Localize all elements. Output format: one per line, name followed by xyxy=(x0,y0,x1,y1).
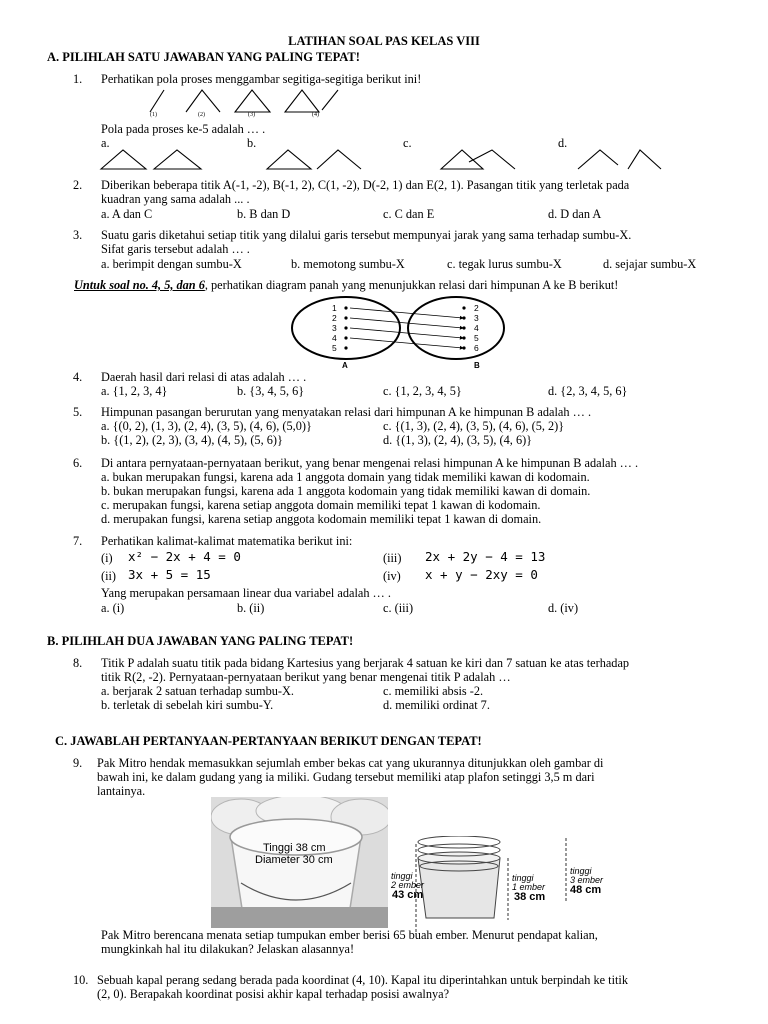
q7-label-iii: (iii) xyxy=(383,551,402,565)
q6-option-c[interactable]: c. merupakan fungsi, karena setiap anggota domain memiliki tepat 1 kawan di kodomain. xyxy=(101,498,541,512)
section-b-heading: B. PILIHLAH DUA JAWABAN YANG PALING TEPAT! xyxy=(47,634,354,648)
stack2-label-a: tinggi xyxy=(391,871,413,881)
q3-number: 3. xyxy=(73,228,83,242)
set-b-member: 2 xyxy=(474,303,479,313)
q1-question: Pola pada proses ke-5 adalah … . xyxy=(101,122,266,136)
stack1-value: 38 cm xyxy=(514,891,546,903)
q7-label-iv: (iv) xyxy=(383,569,401,583)
q6-text: Di antara pernyataan-pernyataan berikut, yang benar mengenai relasi himpunan A ke himpunan B adalah … . xyxy=(101,456,639,470)
set-b-member: 3 xyxy=(474,313,479,323)
q7-option-d[interactable]: d. (iv) xyxy=(548,601,579,615)
q2-option-c[interactable]: c. C dan E xyxy=(383,207,435,221)
q7-text: Perhatikan kalimat-kalimat matematika berikut ini: xyxy=(101,534,353,548)
q4-text: Daerah hasil dari relasi di atas adalah … . xyxy=(101,370,307,384)
fig-label-1: (1) xyxy=(150,112,157,118)
q4-option-a[interactable]: a. {1, 2, 3, 4} xyxy=(101,384,168,398)
stack2-label-b: 2 ember xyxy=(391,880,425,890)
set-b-member: 5 xyxy=(474,333,479,343)
section-c-heading: C. JAWABLAH PERTANYAAN-PERTANYAAN BERIKUT DENGAN TEPAT! xyxy=(55,734,482,748)
q6-number: 6. xyxy=(73,456,83,470)
q4-option-b[interactable]: b. {3, 4, 5, 6} xyxy=(237,384,305,398)
q7-expr-ii: 3x + 5 = 15 xyxy=(128,567,211,582)
q1-option-figures xyxy=(95,146,675,172)
fig-label-4: (4) xyxy=(312,112,319,118)
q1-text: Perhatikan pola proses menggambar segitiga-segitiga berikut ini! xyxy=(101,72,422,86)
stack2-value: 43 cm xyxy=(392,889,424,901)
set-a-member: 3 xyxy=(332,323,337,333)
q2-line1: Diberikan beberapa titik A(-1, -2), B(-1, 2), C(1, -2), D(-2, 1) dan E(2, 1). Pasangan titik yang terletak pada xyxy=(101,178,630,192)
q3-line1: Suatu garis diketahui setiap titik yang dilalui garis tersebut mempunyai jarak yang sama terhadap sumbu-X. xyxy=(101,228,632,242)
set-a-member: 2 xyxy=(332,313,337,323)
set-b-member: 6 xyxy=(474,343,479,353)
set-b-member: 4 xyxy=(474,323,479,333)
set-a-label: A xyxy=(342,361,348,370)
q10-number: 10. xyxy=(73,973,89,987)
q7-expr-iv: x + y − 2xy = 0 xyxy=(425,567,538,582)
set-a-member: 1 xyxy=(332,303,337,313)
q8-line1: Titik P adalah suatu titik pada bidang Kartesius yang berjarak 4 satuan ke kiri dan 7 satuan ke atas terhadap xyxy=(101,656,630,670)
q6-option-a[interactable]: a. bukan merupakan fungsi, karena ada 1 anggota domain yang tidak memiliki kawan di kodomain. xyxy=(101,470,590,484)
stack3-value: 48 cm xyxy=(570,884,602,896)
q9-number: 9. xyxy=(73,756,83,770)
set-a-member: 5 xyxy=(332,343,337,353)
q3-option-d[interactable]: d. sejajar sumbu-X xyxy=(603,257,697,271)
q1-option-d[interactable]: d. xyxy=(558,136,568,150)
q5-text: Himpunan pasangan berurutan yang menyatakan relasi dari himpunan A ke himpunan B adalah … . xyxy=(101,405,592,419)
q9-line3: lantainya. xyxy=(97,784,146,798)
q7-number: 7. xyxy=(73,534,83,548)
q6-option-d[interactable]: d. merupakan fungsi, karena setiap anggota kodomain memiliki tepat 1 kawan di domain. xyxy=(101,512,542,526)
q6-option-b[interactable]: b. bukan merupakan fungsi, karena ada 1 anggota kodomain yang tidak memiliki kawan di domain. xyxy=(101,484,591,498)
q5-option-b[interactable]: b. {(1, 2), (2, 3), (3, 4), (4, 5), (5, 6)} xyxy=(101,433,283,447)
q10-line1: Sebuah kapal perang sedang berada pada koordinat (4, 10). Kapal itu diperintahkan untuk berpindah ke titik xyxy=(97,973,628,987)
q8-option-d[interactable]: d. memiliki ordinat 7. xyxy=(383,698,490,712)
set-b-dot xyxy=(462,306,465,309)
set-a-dot xyxy=(344,326,347,329)
q5-option-a[interactable]: a. {(0, 2), (1, 3), (2, 4), (3, 5), (4, 6), (5,0)} xyxy=(101,419,312,433)
arrow-diagram xyxy=(288,294,510,370)
q5-number: 5. xyxy=(73,405,83,419)
stack1-label-a: tinggi xyxy=(512,873,534,883)
q3-option-c[interactable]: c. tegak lurus sumbu-X xyxy=(447,257,562,271)
q2-option-d[interactable]: d. D dan A xyxy=(548,207,602,221)
stack3-label-b: 3 ember xyxy=(570,875,604,885)
q7-expr-i: x² − 2x + 4 = 0 xyxy=(128,549,241,564)
q8-option-b[interactable]: b. terletak di sebelah kiri sumbu-Y. xyxy=(101,698,274,712)
q7-option-b[interactable]: b. (ii) xyxy=(237,601,265,615)
q4-option-d[interactable]: d. {2, 3, 4, 5, 6} xyxy=(548,384,628,398)
page-title: LATIHAN SOAL PAS KELAS VIII xyxy=(288,34,480,48)
q8-line2: titik R(2, -2). Pernyataan-pernyataan berikut yang benar mengenai titik P adalah … xyxy=(101,670,511,684)
set-a-member: 4 xyxy=(332,333,337,343)
instruction-emphasis: Untuk soal no. 4, 5, dan 6 xyxy=(74,278,205,292)
q2-option-a[interactable]: a. A dan C xyxy=(101,207,153,221)
section-a-heading: A. PILIHLAH SATU JAWABAN YANG PALING TEPAT! xyxy=(47,50,360,64)
q9-line2: bawah ini, ke dalam gudang yang ia miliki. Gudang tersebut memiliki atap plafon setinggi 3,5 m dari xyxy=(97,770,595,784)
q4-number: 4. xyxy=(73,370,83,384)
q7-option-c[interactable]: c. (iii) xyxy=(383,601,414,615)
q3-line2: Sifat garis tersebut adalah … . xyxy=(101,242,250,256)
stack3-label-a: tinggi xyxy=(570,866,592,876)
q3-option-a[interactable]: a. berimpit dengan sumbu-X xyxy=(101,257,242,271)
q7-option-a[interactable]: a. (i) xyxy=(101,601,125,615)
bucket-photo xyxy=(211,797,388,928)
q2-line2: kuadran yang sama adalah ... . xyxy=(101,192,250,206)
stack1-label-b: 1 ember xyxy=(512,882,546,892)
set-a-dot xyxy=(344,346,347,349)
q2-option-b[interactable]: b. B dan D xyxy=(237,207,291,221)
set-a-dot xyxy=(344,336,347,339)
q8-number: 8. xyxy=(73,656,83,670)
set-a-dot xyxy=(344,306,347,309)
q7-label-i: (i) xyxy=(101,551,113,565)
set-b-label: B xyxy=(474,361,480,370)
set-a-dot xyxy=(344,316,347,319)
q4-option-c[interactable]: c. {1, 2, 3, 4, 5} xyxy=(383,384,462,398)
q8-option-c[interactable]: c. memiliki absis -2. xyxy=(383,684,484,698)
q1-option-c[interactable]: c. xyxy=(403,136,412,150)
fig-label-2: (2) xyxy=(198,112,205,118)
q5-option-d[interactable]: d. {(1, 3), (2, 4), (3, 5), (4, 6)} xyxy=(383,433,533,447)
q10-line2: (2, 0). Berapakah koordinat posisi akhir kapal terhadap posisi awalnya? xyxy=(97,987,450,1001)
q9-after-line1: Pak Mitro berencana menata setiap tumpukan ember berisi 65 buah ember. Menurut pendapat kalian, xyxy=(101,928,598,942)
q7-expr-iii: 2x + 2y − 4 = 13 xyxy=(425,549,546,564)
fig-label-3: (3) xyxy=(248,112,255,118)
q9-line1: Pak Mitro hendak memasukkan sejumlah ember bekas cat yang ukurannya ditunjukkan oleh gambar di xyxy=(97,756,604,770)
q1-option-b[interactable]: b. xyxy=(247,136,257,150)
instruction-rest: , perhatikan diagram panah yang menunjukkan relasi dari himpunan A ke B berikut! xyxy=(204,278,619,292)
q1-option-a[interactable]: a. xyxy=(101,136,110,150)
q9-after-line2: mungkinkah hal itu dilakukan? Jelaskan alasannya! xyxy=(101,942,355,956)
q1-number: 1. xyxy=(73,72,83,86)
photo-diameter-label: Diameter 30 cm xyxy=(255,854,333,866)
q3-option-b[interactable]: b. memotong sumbu-X xyxy=(291,257,405,271)
q7-label-ii: (ii) xyxy=(101,569,117,583)
q7-question: Yang merupakan persamaan linear dua variabel adalah … . xyxy=(101,586,392,600)
instruction-line xyxy=(74,278,618,292)
q5-option-c[interactable]: c. {(1, 3), (2, 4), (3, 5), (4, 6), (5, 2)} xyxy=(383,419,565,433)
q2-number: 2. xyxy=(73,178,83,192)
photo-height-label: Tinggi 38 cm xyxy=(263,842,326,854)
q8-option-a[interactable]: a. berjarak 2 satuan terhadap sumbu-X. xyxy=(101,684,294,698)
